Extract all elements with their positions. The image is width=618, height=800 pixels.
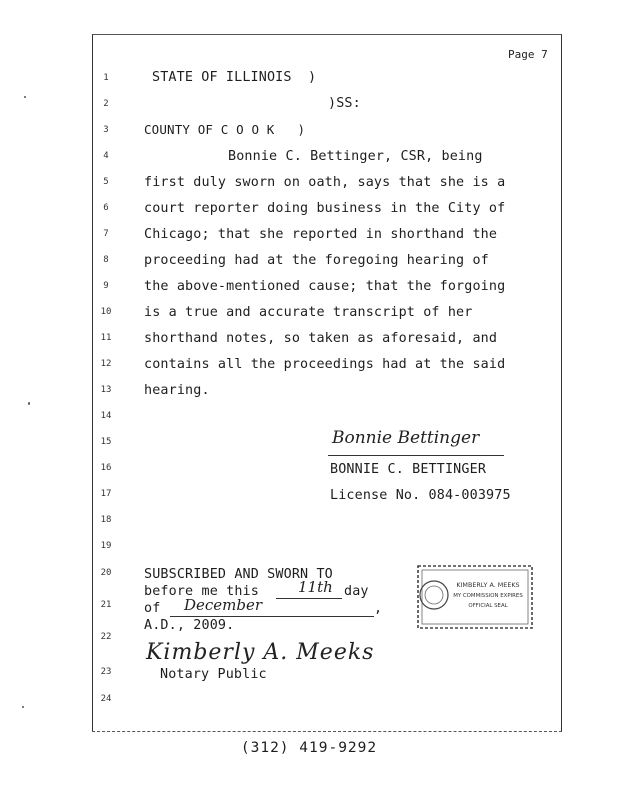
notary-month-line: [170, 616, 374, 617]
line-number: 3: [103, 125, 109, 135]
line-number: 10: [100, 307, 112, 317]
notary-before-prefix: before me this: [144, 584, 259, 599]
scan-speck: [28, 402, 30, 405]
body-line: proceeding had at the foregoing hearing of: [144, 253, 489, 268]
body-line: is a true and accurate transcript of her: [144, 305, 473, 320]
line-number: 9: [103, 281, 109, 291]
line-number: 6: [103, 203, 109, 213]
line-number: 5: [103, 177, 109, 187]
line-number: 2: [103, 99, 109, 109]
notary-comma: ,: [374, 601, 383, 616]
reporter-signature: Bonnie Bettinger: [332, 428, 480, 448]
line-number: 22: [100, 632, 112, 642]
line-number: 20: [100, 568, 112, 578]
body-line: Bonnie C. Bettinger, CSR, being: [228, 149, 483, 164]
body-line: court reporter doing business in the City of: [144, 201, 506, 216]
scan-speck: [22, 706, 24, 708]
notary-seal: [410, 562, 538, 632]
page-bottom-rule: [92, 731, 562, 732]
seal-text-line: OFFICIAL SEAL: [468, 603, 508, 609]
page-number: Page 7: [508, 48, 548, 61]
body-line: Chicago; that she reported in shorthand the: [144, 227, 498, 242]
caption-county: COUNTY OF C O O K ): [144, 122, 306, 137]
notary-day-line: [276, 598, 342, 599]
notary-title: Notary Public: [160, 667, 267, 682]
notary-day-handwritten: 11th: [298, 578, 333, 596]
line-number: 7: [103, 229, 109, 239]
notary-signature: Kimberly A. Meeks: [146, 640, 375, 665]
body-line: the above-mentioned cause; that the forgoing: [144, 279, 506, 294]
line-number: 1: [103, 73, 109, 83]
seal-text-line: MY COMMISSION EXPIRES: [453, 593, 523, 599]
line-number: 15: [100, 437, 112, 447]
seal-text-line: KIMBERLY A. MEEKS: [456, 581, 520, 589]
line-number: 8: [103, 255, 109, 265]
line-number: 19: [100, 541, 112, 551]
line-number: 12: [100, 359, 112, 369]
body-line: contains all the proceedings had at the said: [144, 357, 506, 372]
line-number: 13: [100, 385, 112, 395]
scan-speck: [24, 96, 26, 98]
reporter-name: BONNIE C. BETTINGER: [330, 462, 487, 477]
caption-state: STATE OF ILLINOIS ): [152, 70, 317, 85]
caption-ss: )SS:: [328, 96, 361, 111]
body-line: first duly sworn on oath, says that she is a: [144, 175, 506, 190]
line-number: 24: [100, 694, 112, 704]
notary-month-handwritten: December: [184, 596, 263, 614]
line-number: 4: [103, 151, 109, 161]
notary-year: A.D., 2009.: [144, 618, 235, 633]
reporter-license: License No. 084-003975: [330, 488, 511, 503]
footer-phone: (312) 419-9292: [240, 740, 378, 756]
line-number: 14: [100, 411, 112, 421]
notary-subscribed: SUBSCRIBED AND SWORN TO: [144, 567, 333, 582]
reporter-signature-line: [328, 455, 504, 456]
line-number: 17: [100, 489, 112, 499]
body-line: hearing.: [144, 383, 210, 398]
line-number: 18: [100, 515, 112, 525]
line-number: 11: [100, 333, 112, 343]
notary-of-prefix: of: [144, 601, 161, 616]
line-number: 21: [100, 600, 112, 610]
body-line: shorthand notes, so taken as aforesaid, and: [144, 331, 498, 346]
line-number: 16: [100, 463, 112, 473]
line-number: 23: [100, 667, 112, 677]
notary-day-suffix: day: [344, 584, 369, 599]
